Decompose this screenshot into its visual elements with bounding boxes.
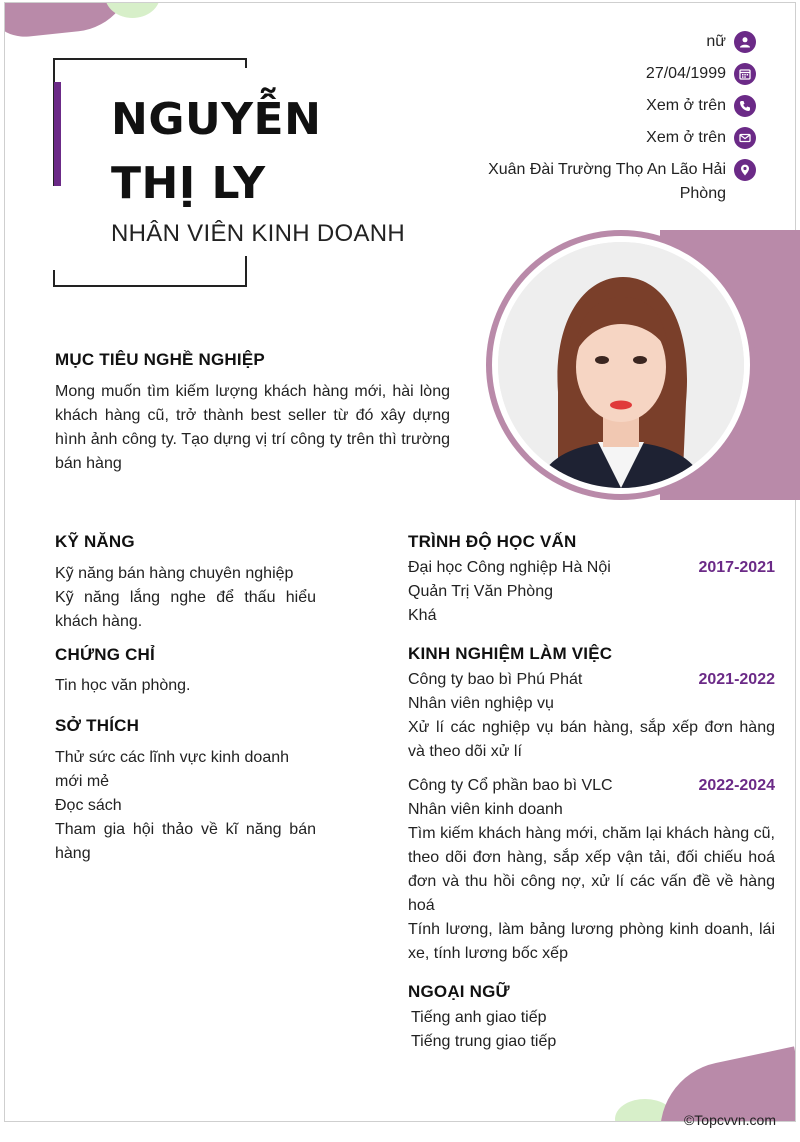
job-role: Nhân viên nghiệp vụ bbox=[408, 695, 554, 712]
candidate-name: NGUYỄN THỊ LY bbox=[111, 94, 322, 209]
job-role: Nhân viên kinh doanh bbox=[408, 801, 563, 818]
education-block bbox=[408, 556, 775, 628]
section-title-objective: MỤC TIÊU NGHỀ NGHIỆP bbox=[55, 350, 265, 369]
contact-text: Xem ở trên bbox=[646, 129, 726, 146]
contact-birthday bbox=[436, 62, 756, 86]
contact-address bbox=[436, 158, 756, 206]
location-icon bbox=[734, 159, 756, 181]
contact-text: 27/04/1999 bbox=[645, 65, 726, 82]
contact-list bbox=[436, 30, 756, 214]
list-item: Tham gia hội thảo về kĩ năng bán hàng bbox=[55, 821, 316, 862]
job-years: 2021-2022 bbox=[698, 671, 775, 688]
experience-block bbox=[408, 668, 775, 966]
contact-phone bbox=[436, 94, 756, 118]
contact-text: nữ bbox=[706, 33, 726, 50]
list-item: Kỹ năng bán hàng chuyên nghiệp bbox=[55, 565, 294, 582]
hobbies-list bbox=[55, 746, 316, 866]
frame-line bbox=[53, 270, 55, 287]
job-detail: Tìm kiếm khách hàng mới, chăm lại khách hàng cũ, theo dõi đơn hàng, sắp xếp vận tải, đối chiếu hoá đơn và thu hồi công nợ, xử lí các vấn đề về hàng hoá bbox=[408, 825, 775, 914]
section-title-skills: KỸ NĂNG bbox=[55, 532, 135, 551]
list-item: Kỹ năng lắng nghe để thấu hiểu khách hàng. bbox=[55, 589, 316, 630]
frame-line bbox=[53, 285, 247, 287]
certificates-list bbox=[55, 674, 316, 698]
list-item: Tiếng anh giao tiếp bbox=[411, 1009, 547, 1026]
education-grade: Khá bbox=[408, 607, 437, 624]
frame-line bbox=[245, 58, 247, 68]
profile-photo bbox=[498, 242, 744, 488]
job-detail: Tính lương, làm bảng lương phòng kinh doanh, lái xe, tính lương bốc xếp bbox=[408, 921, 775, 962]
job-years: 2022-2024 bbox=[698, 777, 775, 794]
job-detail: Xử lí các nghiệp vụ bán hàng, sắp xếp đơn hàng và theo dõi xử lí bbox=[408, 719, 775, 760]
phone-icon bbox=[734, 95, 756, 117]
list-item: Tin học văn phòng. bbox=[55, 677, 191, 694]
job-title: NHÂN VIÊN KINH DOANH bbox=[111, 220, 406, 247]
section-title-education: TRÌNH ĐỘ HỌC VẤN bbox=[408, 532, 577, 551]
frame-line bbox=[245, 256, 247, 287]
education-years: 2017-2021 bbox=[698, 559, 775, 576]
company-name: Công ty Cổ phần bao bì VLC bbox=[408, 777, 613, 794]
list-item: Tiếng trung giao tiếp bbox=[411, 1033, 557, 1050]
company-name: Công ty bao bì Phú Phát bbox=[408, 671, 583, 688]
user-icon bbox=[734, 31, 756, 53]
calendar-icon bbox=[734, 63, 756, 85]
frame-line bbox=[53, 58, 247, 60]
mail-icon bbox=[734, 127, 756, 149]
contact-text: Xuân Đài Trường Thọ An Lão Hải Phòng bbox=[488, 161, 726, 202]
school-name: Đại học Công nghiệp Hà Nội bbox=[408, 559, 611, 576]
section-title-experience: KINH NGHIỆM LÀM VIỆC bbox=[408, 644, 613, 663]
list-item: Thử sức các lĩnh vực kinh doanh mới mẻ bbox=[55, 749, 290, 790]
section-title-languages: NGOẠI NGỮ bbox=[408, 982, 510, 1001]
frame-accent-bar bbox=[54, 82, 61, 186]
contact-text: Xem ở trên bbox=[646, 97, 726, 114]
languages-list bbox=[411, 1006, 771, 1054]
objective-text: Mong muốn tìm kiếm lượng khách hàng mới, hài lòng khách hàng cũ, trở thành best seller từ đó xây dựng hình ảnh công ty. Tạo dựng vị trí công ty trên thì trường bán hàng bbox=[55, 383, 450, 472]
contact-gender bbox=[436, 30, 756, 54]
decor-blob bbox=[105, 2, 160, 18]
copyright[interactable]: ©Topcvvn.com bbox=[683, 1112, 776, 1128]
contact-email bbox=[436, 126, 756, 150]
skills-list bbox=[55, 562, 316, 634]
section-title-certificates: CHỨNG CHỈ bbox=[55, 645, 155, 664]
education-major: Quản Trị Văn Phòng bbox=[408, 583, 553, 600]
decor-blob bbox=[647, 1046, 796, 1122]
section-title-hobbies: SỞ THÍCH bbox=[55, 716, 140, 735]
list-item: Đọc sách bbox=[55, 797, 122, 814]
